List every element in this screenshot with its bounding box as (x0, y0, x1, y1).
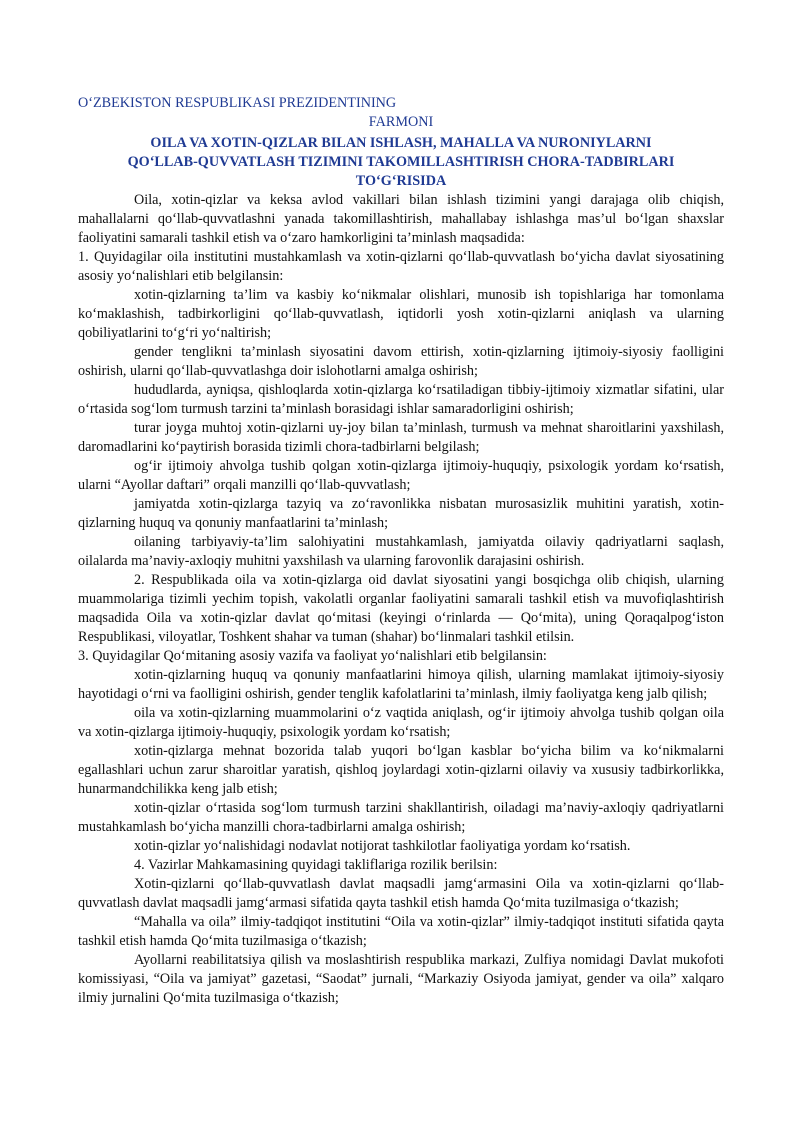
paragraph: “Mahalla va oila” ilmiy-tadqiqot institutini “Oila va xotin-qizlar” ilmiy-tadqiqot instituti sifatida qayta tashkil etish hamda Qo‘mita tuzilmasiga o‘tkazish; (78, 914, 724, 949)
paragraph: Xotin-qizlarni qo‘llab-quvvatlash davlat maqsadli jamg‘armasini Oila va xotin-qizlarni qo‘llab-quvvatlash davlat maqsadli jamg‘armasi sifatida qayta tashkil etish hamda Qo‘mita tuzilmasiga o‘tkazish; (78, 876, 724, 911)
paragraph: xotin-qizlarning huquq va qonuniy manfaatlarini himoya qilish, ularning mamlakat ijtimoiy-siyosiy hayotidagi o‘rni va faolligini oshirish, gender tenglik kafolatlarini ta’minlash, ilmiy faoliyatga keng jalb qilish; (78, 667, 724, 702)
header-line1: O‘ZBEKISTON RESPUBLIKASI PREZIDENTINING (78, 95, 397, 111)
paragraph: xotin-qizlarning ta’lim va kasbiy ko‘nikmalar olishlari, munosib ish topishlariga har tomonlama ko‘maklashish, tadbirkorligini qo‘llab-quvvatlash, iqtidorli yosh xotin-qizlarni aniqlash va ularning qobiliyatlarini to‘g‘ri yo‘naltirish; (78, 287, 724, 341)
title-line3: TO‘G‘RISIDA (355, 173, 447, 189)
paragraph: jamiyatda xotin-qizlarga tazyiq va zo‘ravonlikka nisbatan murosasizlik muhitini yaratish, xotin-qizlarning huquq va qonuniy manfaatlarini ta’minlash; (78, 496, 724, 531)
paragraph: Ayollarni reabilitatsiya qilish va moslashtirish respublika markazi, Zulfiya nomidagi Davlat mukofoti komissiyasi, “Oila va jamiyat” gazetasi, “Saodat” jurnali, “Markaziy Osiyoda jamiyat, gender va oila” xalqaro ilmiy jurnalini Qo‘mita tuzilmasiga o‘tkazish; (78, 952, 724, 1006)
paragraph: oilaning tarbiyaviy-ta’lim salohiyatini mustahkamlash, jamiyatda oilaviy qadriyatlarni saqlash, oilalarda ma’naviy-axloqiy muhitni yaxshilash va ularning farovonlik darajasini oshirish. (78, 534, 724, 569)
paragraph: 1. Quyidagilar oila institutini mustahkamlash va xotin-qizlarni qo‘llab-quvvatlash bo‘yicha davlat siyosatining asosiy yo‘nalishlari etib belgilansin: (78, 249, 724, 284)
paragraph: gender tenglikni ta’minlash siyosatini davom ettirish, xotin-qizlarning ijtimoiy-siyosiy faolligini oshirish, ularni qo‘llab-quvvatlashga doir islohotlarni amalga oshirish; (78, 344, 724, 379)
paragraph: 4. Vazirlar Mahkamasining quyidagi takliflariga rozilik berilsin: (134, 857, 498, 873)
paragraph: turar joyga muhtoj xotin-qizlarni uy-joy bilan ta’minlash, turmush va mehnat sharoitlarini yaxshilash, daromadlarini ko‘paytirish borasida tizimli chora-tadbirlarni belgilash; (78, 420, 724, 455)
paragraph: xotin-qizlar yo‘nalishidagi nodavlat notijorat tashkilotlar faoliyatiga yordam ko‘rsatish. (134, 838, 631, 854)
header-line2: FARMONI (368, 114, 434, 130)
paragraph: og‘ir ijtimoiy ahvolga tushib qolgan xotin-qizlarga ijtimoiy-huquqiy, psixologik yordam ko‘rsatish, ularni “Ayollar daftari” orqali manzilli qo‘llab-quvvatlash; (78, 458, 724, 493)
title-line2: QO‘LLAB-QUVVATLASH TIZIMINI TAKOMILLASHTIRISH CHORA-TADBIRLARI (127, 154, 675, 170)
paragraph: xotin-qizlar o‘rtasida sog‘lom turmush tarzini shakllantirish, oiladagi ma’naviy-axloqiy qadriyatlarni mustahkamlash bo‘yicha manzilli chora-tadbirlarni amalga oshirish; (78, 800, 724, 835)
document-page (78, 94, 724, 1008)
paragraph: oila va xotin-qizlarning muammolarini o‘z vaqtida aniqlash, og‘ir ijtimoiy ahvolga tushib qolgan oila va xotin-qizlarga ijtimoiy-huquqiy, psixologik yordam ko‘rsatish; (78, 705, 724, 740)
document-title (78, 134, 724, 191)
paragraph: xotin-qizlarga mehnat bozorida talab yuqori bo‘lgan kasblar bo‘yicha bilim va ko‘nikmalarni egallashlari uchun zarur sharoitlar yaratish, qishloq joylardagi xotin-qizlarni oilaviy va xususiy tadbirkorlikka, hunarmandchilikka keng jalb etish; (78, 743, 724, 797)
paragraph: 2. Respublikada oila va xotin-qizlarga oid davlat siyosatini yangi bosqichga olib chiqish, ularning muammolariga tizimli yechim topish, vakolatli organlar faoliyatini samarali tashkil etish va muvofiqlashtirish maqsadida Oila va xotin-qizlar davlat qo‘mitasi (keyingi o‘rinlarda — Qo‘mita), uning Qoraqalpog‘iston Respublikasi, viloyatlar, Toshkent shahar va tuman (shahar) bo‘linmalari tashkil etilsin. (78, 572, 724, 645)
paragraph: Oila, xotin-qizlar va keksa avlod vakillari bilan ishlash tizimini yangi darajaga olib chiqish, mahallalarni qo‘llab-quvvatlashni yanada takomillashtirish, mahallabay ishlashga mas’ul bo‘lgan shaxslar faoliyatini samarali tashkil etish va o‘zaro hamkorligini ta’minlash maqsadida: (78, 192, 724, 246)
document-body (78, 191, 724, 1008)
title-line1: OILA VA XOTIN-QIZLAR BILAN ISHLASH, MAHALLA VA NURONIYLARNI (150, 135, 652, 151)
paragraph: hududlarda, ayniqsa, qishloqlarda xotin-qizlarga ko‘rsatiladigan tibbiy-ijtimoiy xizmatlar sifatini, ular o‘rtasida sog‘lom turmush tarzini ta’minlash borasidagi ishlar samaradorligini oshirish; (78, 382, 724, 417)
paragraph: 3. Quyidagilar Qo‘mitaning asosiy vazifa va faoliyat yo‘nalishlari etib belgilansin: (78, 648, 547, 664)
